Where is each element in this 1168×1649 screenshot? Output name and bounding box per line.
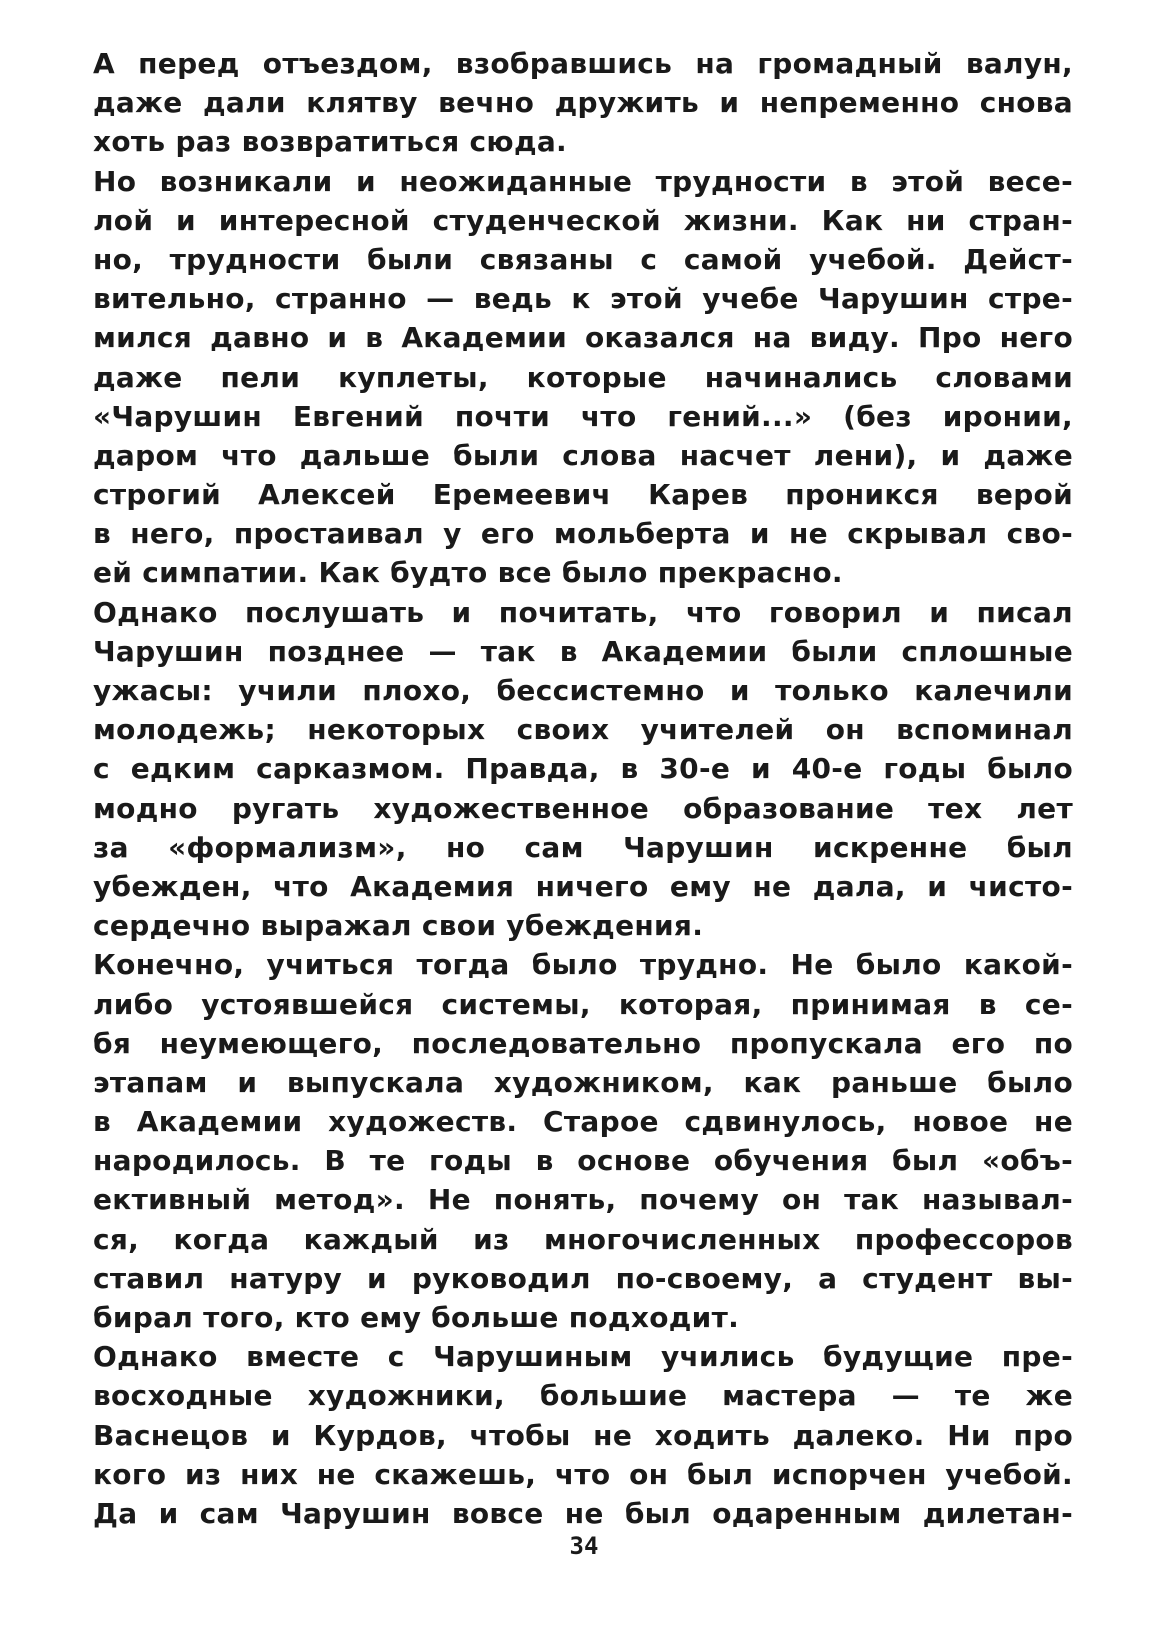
text-line: модно ругать художественное образование тех лет — [93, 791, 1073, 825]
text-line: бирал того, кто ему больше подходит. — [93, 1301, 740, 1334]
text-line: Но возникали и неожиданные трудности в этой весе- — [93, 164, 1073, 198]
text-line: Конечно, учиться тогда было трудно. Не было какой- — [93, 948, 1073, 982]
text-line: Чарушин позднее — так в Академии были сплошные — [93, 634, 1073, 668]
text-line: мился давно и в Академии оказался на виду. Про него — [93, 321, 1073, 355]
text-line: кого из них не скажешь, что он был испорчен учебой. — [93, 1457, 1073, 1491]
text-line: сердечно выражал свои убеждения. — [93, 909, 704, 943]
text-line: даром что дальше были слова насчет лени), и даже — [93, 438, 1073, 472]
text-line: этапам и выпускала художником, как раньше было — [93, 1065, 1073, 1099]
text-line: Однако вместе с Чарушиным учились будущие пре- — [93, 1340, 1073, 1374]
text-line: строгий Алексей Еремеевич Карев проникся верой — [93, 478, 1073, 512]
text-line: народилось. В те годы в основе обучения был «объ- — [93, 1144, 1073, 1178]
body-text — [93, 44, 1073, 1533]
text-line: ся, когда каждый из многочисленных профессоров — [93, 1222, 1073, 1256]
text-line: ужасы: учили плохо, бессистемно и только калечили — [93, 674, 1073, 707]
text-line: ставил натуру и руководил по-своему, а студент вы- — [93, 1261, 1073, 1295]
text-line: Да и сам Чарушин вовсе не был одаренным дилетан- — [93, 1496, 1073, 1530]
text-line: либо устоявшейся системы, которая, принимая в се- — [93, 987, 1073, 1021]
page-number: 34 — [569, 1532, 599, 1560]
text-line: ективный метод». Не понять, почему он так называл- — [93, 1183, 1073, 1217]
text-line: хоть раз возвратиться сюда. — [93, 125, 567, 159]
text-line: ей симпатии. Как будто все было прекрасно. — [93, 556, 843, 590]
text-line: Васнецов и Курдов, чтобы не ходить далеко. Ни про — [93, 1418, 1073, 1452]
text-line: за «формализм», но сам Чарушин искренне был — [93, 830, 1073, 864]
text-line: молодежь; некоторых своих учителей он вспоминал — [93, 713, 1073, 747]
text-line: в Академии художеств. Старое сдвинулось, новое не — [93, 1105, 1073, 1139]
text-line: бя неумеющего, последовательно пропускала его по — [93, 1026, 1073, 1060]
text-line: в него, простаивал у его мольберта и не скрывал сво- — [93, 517, 1073, 551]
text-line: вительно, странно — ведь к этой учебе Чарушин стре- — [93, 282, 1073, 316]
text-line: убежден, что Академия ничего ему не дала, и чисто- — [93, 869, 1073, 903]
text-line: А перед отъездом, взобравшись на громадный валун, — [93, 47, 1073, 80]
text-line: Однако послушать и почитать, что говорил и писал — [93, 595, 1073, 629]
text-line: лой и интересной студенческой жизни. Как ни стран- — [93, 203, 1073, 237]
text-line: даже дали клятву вечно дружить и непременно снова — [93, 86, 1073, 120]
text-line: с едким сарказмом. Правда, в 30-е и 40-е годы было — [93, 752, 1073, 786]
text-line: «Чарушин Евгений почти что гений...» (без иронии, — [93, 399, 1073, 433]
text-line: даже пели куплеты, которые начинались словами — [93, 360, 1073, 394]
text-line: восходные художники, большие мастера — те же — [93, 1379, 1073, 1413]
text-line: но, трудности были связаны с самой учебой. Дейст- — [93, 242, 1073, 276]
